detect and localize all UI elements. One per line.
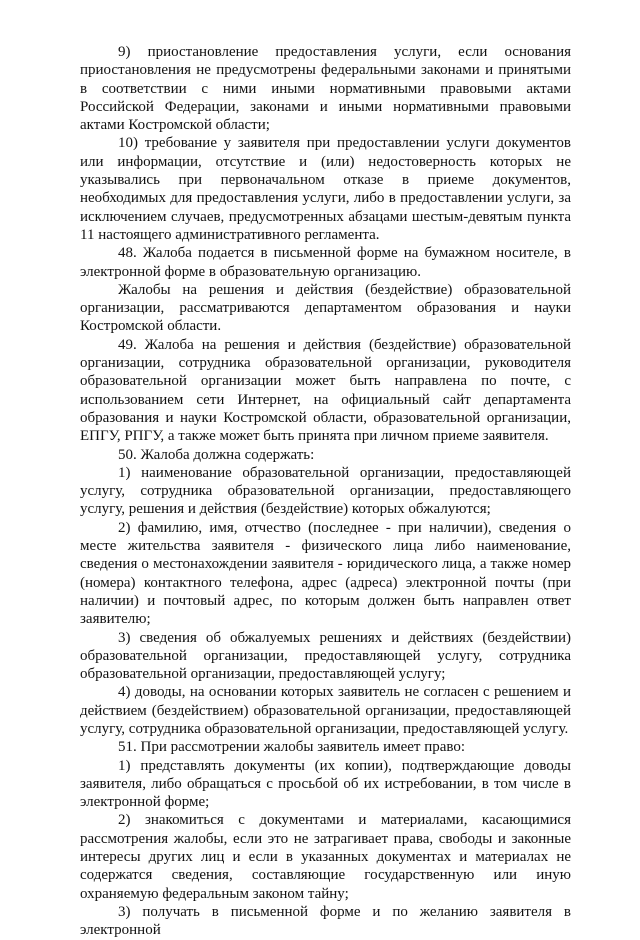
paragraph-item-10: 10) требование у заявителя при предоставлении услуги документов или информации, отсутствие и (или) недостоверность которых не указывались при первоначальном отказе в приеме документов, необходимых для предоставления услуги, либо в предоставлении услуги, за исключением случаев, предусмотренных абзацами шестым-девятым пункта 11 настоящего административного регламента. (80, 135, 571, 243)
paragraph-50-item-4: 4) доводы, на основании которых заявитель не согласен с решением и действием (бездействием) образовательной организации, предоставляющей услугу, сотрудника образовательной организации, предоставляющей услугу. (80, 684, 571, 737)
paragraph-51-item-2: 2) знакомиться с документами и материалами, касающимися рассмотрения жалобы, если это не затрагивает права, свободы и законные интересы других лиц и если в указанных документах и материалах не содержатся сведения, составляющие государственную или иную охраняемую федеральным законом тайну; (80, 812, 571, 902)
paragraph-48-review: Жалобы на решения и действия (бездействие) образовательной организации, рассматриваются департаментом образования и науки Костромской области. (80, 281, 571, 335)
paragraph-50: 50. Жалоба должна содержать: (118, 446, 315, 463)
paragraph-item-9: 9) приостановление предоставления услуги, если основания приостановления не предусмотрены федеральными законами и принятыми в соответствии с ними иными нормативными правовыми актами Российской Федерации, законами и иными нормативными правовыми актами Костромской области; (80, 44, 571, 134)
paragraph-51: 51. При рассмотрении жалобы заявитель имеет право: (118, 739, 466, 756)
paragraph-51-item-3: 3) получать в письменной форме и по желанию заявителя в электронной (80, 903, 571, 939)
paragraph-49: 49. Жалоба на решения и действия (бездействие) образовательной организации, сотрудника образовательной организации, руководителя образовательной организации может быть направлена по почте, с использованием сети Интернет, на официальный сайт департамента образования и науки Костромской области, образовательной организации, ЕПГУ, РПГУ, а также может быть принята при личном приеме заявителя. (80, 336, 571, 445)
paragraph-48: 48. Жалоба подается в письменной форме на бумажном носителе, в электронной форме в образовательную организацию. (80, 245, 571, 280)
paragraph-50-item-1: 1) наименование образовательной организации, предоставляющей услугу, сотрудника образовательной организации, предоставляющего услугу, решения и действия (бездействие) которых обжалуются; (80, 464, 571, 518)
paragraph-50-item-3: 3) сведения об обжалуемых решениях и действиях (бездействии) образовательной организации, предоставляющей услугу, сотрудника образовательной организации, предоставляющей услугу; (80, 629, 571, 683)
paragraph-50-item-2: 2) фамилию, имя, отчество (последнее - при наличии), сведения о месте жительства заявителя - физического лица либо наименование, сведения о местонахождении заявителя - юридического лица, а также номер (номера) контактного телефона, адрес (адреса) электронной почты (при наличии) и почтовый адрес, по которым должен быть направлен ответ заявителю; (80, 519, 571, 628)
paragraph-51-item-1: 1) представлять документы (их копии), подтверждающие доводы заявителя, либо обращаться с просьбой об их истребовании, в том числе в электронной форме; (80, 757, 571, 811)
